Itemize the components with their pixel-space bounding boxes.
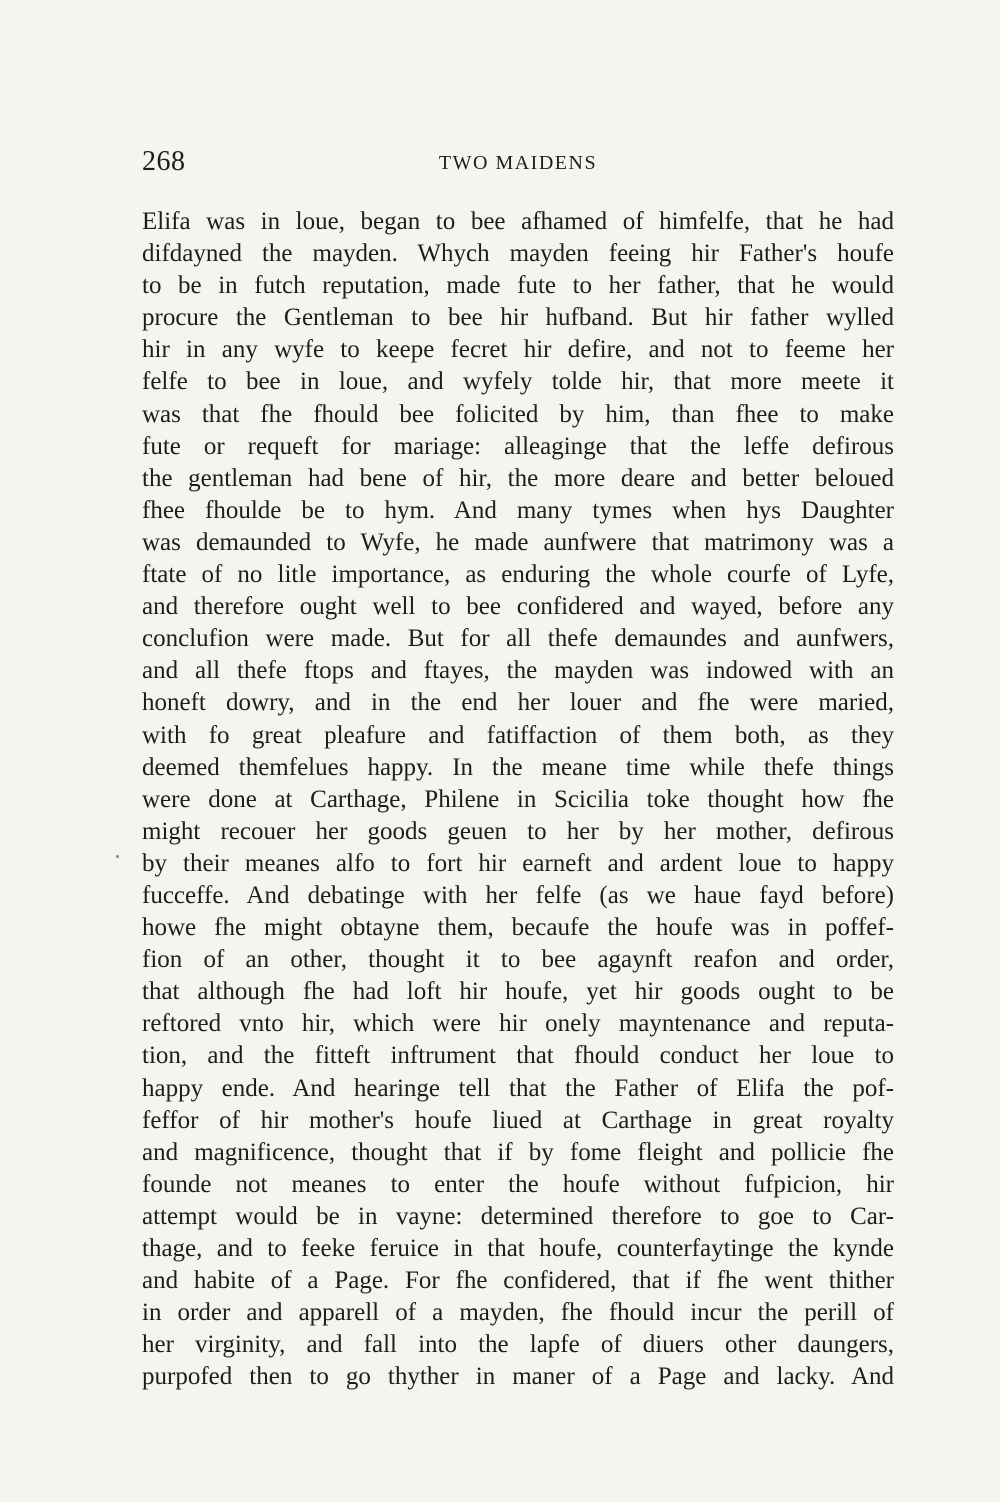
text-line: and habite of a Page. For fhe confidered, that if fhe went thither [142,1267,894,1295]
text-line: her virginity, and fall into the lapfe of diuers other daungers, [142,1331,894,1359]
text-line: was that fhe fhould bee folicited by him, than fhee to make [142,400,894,428]
text-line: and all thefe ftops and ftayes, the mayden was indowed with an [142,657,894,685]
running-title: TWO MAIDENS [438,152,598,174]
text-line: feffor of hir mother's houfe liued at Carthage in great royalty [142,1106,894,1134]
text-line: deemed themfelues happy. In the meane time while thefe things [142,753,894,781]
text-line: Elifa was in loue, began to bee afhamed of himfelfe, that he had [142,208,894,235]
text-line: attempt would be in vayne: determined therefore to goe to Car- [142,1202,894,1230]
text-line: conclufion were made. But for all thefe demaundes and aunfwers, [142,625,894,653]
text-line: fion of an other, thought it to bee agaynft reafon and order, [142,946,894,974]
text-line: and magnificence, thought that if by fome fleight and pollicie fhe [142,1138,894,1166]
text-line: felfe to bee in loue, and wyfely tolde hir, that more meete it [142,368,894,396]
text-line: might recouer her goods geuen to her by her mother, defirous [142,817,894,845]
page-number: 268 [142,146,186,177]
text-line: difdayned the mayden. Whych mayden feeing hir Father's houfe [142,240,894,268]
text-line: to be in futch reputation, made fute to her father, that he would [142,272,894,300]
text-line: the gentleman had bene of hir, the more deare and better beloued [142,464,894,492]
body-text [142,206,894,1393]
text-line: and therefore ought well to bee confidered and wayed, before any [142,593,894,621]
text-line: with fo great pleafure and fatiffaction of them both, as they [142,721,894,749]
text-line: fucceffe. And debatinge with her felfe (as we haue fayd before) [142,881,894,909]
text-line: thage, and to feeke feruice in that houfe, counterfaytinge the kynde [142,1235,894,1262]
text-line: honeft dowry, and in the end her louer and fhe were maried, [142,689,894,717]
text-line: howe fhe might obtayne them, becaufe the houfe was in poffef- [142,914,894,942]
running-head [142,146,894,186]
text-line: was demaunded to Wyfe, he made aunfwere that matrimony was a [142,528,894,556]
text-line: by their meanes alfo to fort hir earneft and ardent loue to happy [142,849,894,877]
text-line: in order and apparell of a mayden, fhe fhould incur the perill of [142,1299,894,1327]
text-line: fhee fhoulde be to hym. And many tymes when hys Daughter [142,496,894,524]
text-line: fute or requeft for mariage: alleaginge that the leffe defirous [142,432,894,460]
text-line: hir in any wyfe to keepe fecret hir defire, and not to feeme her [142,336,894,364]
text-line: founde not meanes to enter the houfe without fufpicion, hir [142,1170,894,1198]
text-line: were done at Carthage, Philene in Scicilia toke thought how fhe [142,785,894,813]
text-line: happy ende. And hearinge tell that the Father of Elifa the pof- [142,1074,894,1102]
text-line: ftate of no litle importance, as enduring the whole courfe of Lyfe, [142,561,894,589]
text-line: procure the Gentleman to bee hir hufband. But hir father wylled [142,304,894,332]
margin-speck [116,855,119,858]
text-line: purpofed then to go thyther in maner of a Page and lacky. And [142,1363,894,1391]
text-line: tion, and the fitteft inftrument that fhould conduct her loue to [142,1042,894,1070]
text-line: that although fhe had loft hir houfe, yet hir goods ought to be [142,978,894,1006]
text-line: reftored vnto hir, which were hir onely mayntenance and reputa- [142,1010,894,1038]
